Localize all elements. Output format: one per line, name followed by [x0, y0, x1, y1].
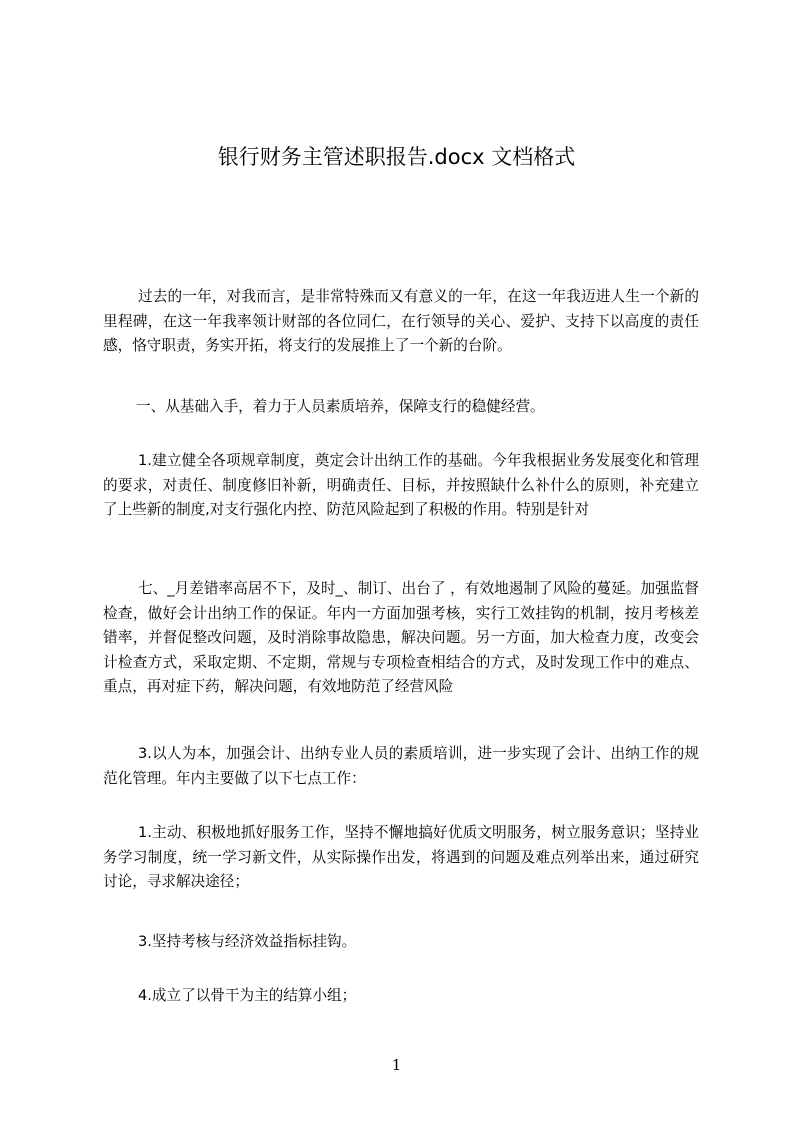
document-title: 银行财务主管述职报告.docx 文档格式 — [217, 145, 576, 169]
paragraph-supervision: 七、_月差错率高居不下，及时_、制订、出台了 ，有效地遏制了风险的蔓延。加强监督检查，做好会计出纳工作的保证。年内一方面加强考核，实行工效挂钩的机制，按月考核差错率，并督促整改问题，及时消除事故隐患，解决问题。另一方面，加大检查力度，改变会计检查方式，采取定期、不定期，常规与专项检查相结合的方式，及时发现工作中的难点、重点，再对症下药，解决问题，有效地防范了经营风险 — [103, 580, 699, 695]
paragraph-training: 3.以人为本，加强会计、出纳专业人员的素质培训，进一步实现了会计、出纳工作的规范化管理。年内主要做了以下七点工作： — [103, 745, 699, 787]
paragraph-intro: 过去的一年，对我而言，是非常特殊而又有意义的一年，在这一年我迈进人生一个新的里程碑，在这一年我率领计财部的各位同仁，在行领导的关心、爱护、支持下以高度的责任感，恪守职责，务实开拓，将支行的发展推上了一个新的台阶。 — [103, 288, 699, 354]
paragraph-settlement-group: 4.成立了以骨干为主的结算小组； — [138, 987, 357, 1004]
paragraph-assessment: 3.坚持考核与经济效益指标挂钩。 — [138, 933, 357, 950]
paragraph-rules: 1.建立健全各项规章制度，奠定会计出纳工作的基础。今年我根据业务发展变化和管理的要求，对责任、制度修旧补新，明确责任、目标，并按照缺什么补什么的原则，补充建立了上些新的制度,对支行强化内控、防范风险起到了积极的作用。特别是针对 — [103, 452, 699, 518]
page-number: 1 — [391, 1056, 402, 1074]
paragraph-section-heading: 一、从基础入手，着力于人员素质培养，保障支行的稳健经营。 — [136, 398, 545, 415]
paragraph-service: 1.主动、积极地抓好服务工作，坚持不懈地搞好优质文明服务，树立服务意识；坚持业务学习制度，统一学习新文件，从实际操作出发，将遇到的问题及难点列举出来，通过研究讨论，寻求解决途径； — [103, 824, 699, 890]
